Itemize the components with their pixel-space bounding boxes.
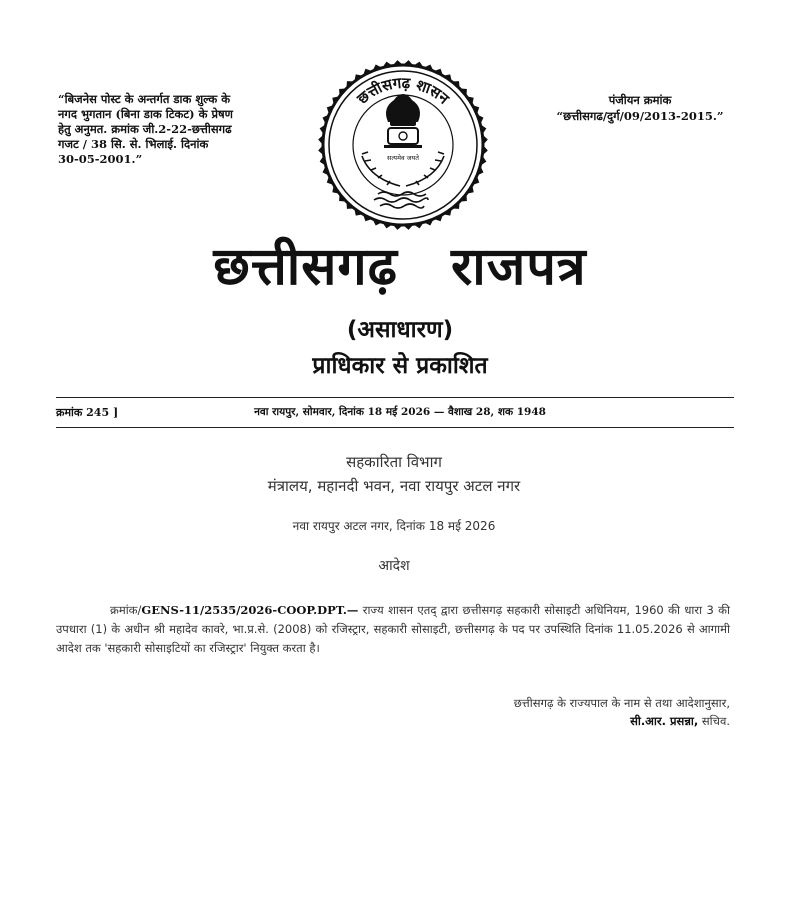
postal-permission-note [58,92,258,167]
order-text: राज्य शासन एतद् द्वारा छत्तीसगढ़ सहकारी सोसाइटी अधिनियम, 1960 की धारा 3 की उपधारा (1) के अधीन श्री महादेव कावरे, भा.प्र.से. (2008) को रजिस्ट्रार, सहकारी सोसाइटी, छत्तीसगढ़ के पद पर उपस्थिति दिनांक 11.05.2026 से आगामी आदेश तक 'सहकारी सोसाइटियों का रजिस्ट्रार' नियुक्त करता है। [56,603,730,655]
order-body [56,601,730,658]
postal-note-line: नगद भुगतान (बिना डाक टिकट) के प्रेषण [58,107,233,121]
signatory-title: सचिव. [698,714,730,728]
gazette-title: छत्तीसगढ़ राजपत्र [213,237,587,297]
ref-prefix: क्रमांक/ [110,603,142,617]
postal-note-line: हेतु अनुमत. क्रमांक जी.2-22-छत्तीसगढ [58,122,232,136]
postal-note-line: 30-05-2001.” [58,152,143,166]
bottom-divider [56,427,734,428]
postal-note-line: गजट / 38 सि. से. भिलाई. दिनांक [58,137,209,151]
department-address: मंत्रालय, महानदी भवन, नवा रायपुर अटल नगर [267,477,521,495]
ref-number: GENS-11/2535/2026-COOP.DPT.— [141,603,359,617]
registration-number-note [540,92,740,124]
top-divider [56,397,734,398]
gazette-authority-line: प्राधिकार से प्रकाशित [312,353,488,379]
issue-date-line: नवा रायपुर, सोमवार, दिनांक 18 मई 2026 — वैशाख 28, शक 1948 [254,406,546,418]
seal-motto: सत्यमेव जयते [387,154,419,162]
authority-line: छत्तीसगढ़ के राज्यपाल के नाम से तथा आदेशानुसार, [513,696,730,710]
order-heading: आदेश [378,558,410,574]
department-name: सहकारिता विभाग [346,453,442,471]
state-emblem-seal-icon [318,60,488,230]
registration-label: पंजीयन क्रमांक [608,93,672,107]
seal-ring-text: छत्तीसगढ़ शासन [353,73,453,108]
signatory [300,714,730,729]
registration-value: “छत्तीसगढ/दुर्ग/09/2013-2015.” [556,109,724,123]
postal-note-line: “बिजनेस पोस्ट के अन्तर्गत डाक शुल्क के [58,92,231,106]
gazette-subtitle: (असाधारण) [346,317,454,343]
order-place-date: नवा रायपुर अटल नगर, दिनांक 18 मई 2026 [292,519,496,533]
signatory-name: सी.आर. प्रसन्ना, [630,714,699,728]
issue-number: क्रमांक 245 ] [56,406,119,419]
